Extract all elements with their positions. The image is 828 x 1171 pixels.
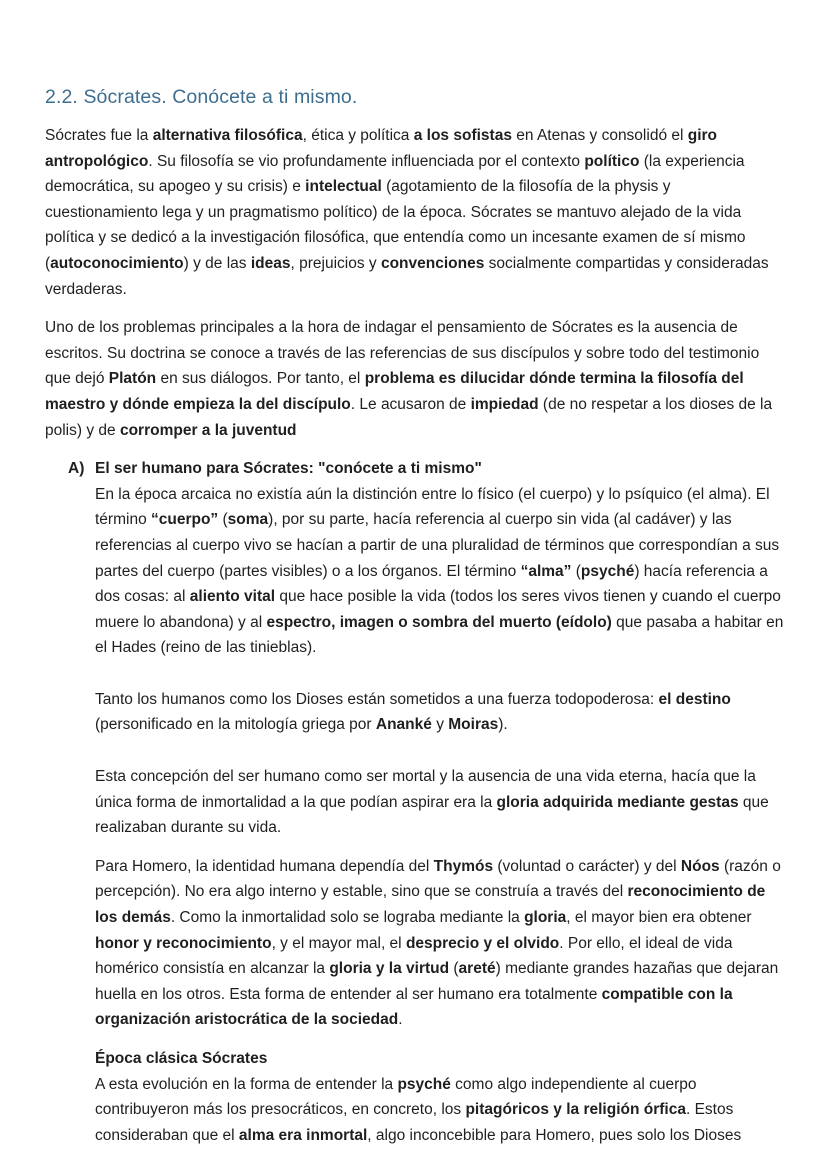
section-heading: 2.2. Sócrates. Conócete a ti mismo. [45,86,358,108]
subheading-epoca-clasica: Época clásica Sócrates [95,1050,268,1067]
document-body [45,123,787,1148]
paragraph-problema-escritos: Uno de los problemas principales a la hora de indagar el pensamiento de Sócrates es la ausencia de escritos. Su doctrina se conoce a través de las referencias de sus discípulos y sobre todo del testimonio que dejó Platón en sus diálogos. Por tanto, el problema es dilucidar dónde termina la filosofía del maestro y dónde empieza la del discípulo. Le acusaron de impiedad (de no respetar a los dioses de la polis) y de corromper a la juventud [45,319,773,439]
paragraph-intro-socrates: Sócrates fue la alternativa filosófica, ética y política a los sofistas en Atenas y consolidó el giro antropológico. Su filosofía se vio profundamente influenciada por el contexto político (la experiencia democrática, su apogeo y su crisis) e intelectual (agotamiento de la filosofía de la physis y cuestionamiento lega y un pragmatismo político) de la época. Sócrates se mantuvo alejado de la vida política y se dedicó a la investigación filosófica, que entendía como un incesante examen de sí mismo (autoconocimiento) y de las ideas, prejuicios y convenciones socialmente compartidas y consideradas verdaderas. [45,127,769,298]
paragraph-epoca-arcaica: En la época arcaica no existía aún la distinción entre lo físico (el cuerpo) y lo psíquico (el alma). El término “cuerpo” (soma), por su parte, hacía referencia al cuerpo sin vida (al cadáver) y las referencias al cuerpo vivo se hacían a partir de una pluralidad de términos que correspondían a sus partes del cuerpo (partes visibles) o a los órganos. El término “alma” (psyché) hacía referencia a dos cosas: al aliento vital que hace posible la vida (todos los seres vivos tienen y cuando el cuerpo muere lo abandona) y al espectro, imagen o sombra del muerto (eídolo) que pasaba a habitar en el Hades (reino de las tinieblas). [95,485,784,657]
list-marker: A) [68,460,85,478]
list-item-a [68,456,787,482]
paragraph-homero: Para Homero, la identidad humana dependía del Thymós (voluntad o carácter) y del Nóos (razón o percepción). No era algo interno y estable, sino que se construía a través del reconocimiento de los demás. Como la inmortalidad solo se lograba mediante la gloria, el mayor bien era obtener honor y reconocimiento, y el mayor mal, el desprecio y el olvido. Por ello, el ideal de vida homérico consistía en alcanzar la gloria y la virtud (areté) mediante grandes hazañas que dejaran huella en los otros. Esta forma de entender al ser humano era totalmente compatible con la organización aristocrática de la sociedad. [95,857,781,1029]
paragraph-evolucion-psyche: A esta evolución en la forma de entender la psyché como algo independiente al cuerpo contribuyeron más los presocráticos, en concreto, los pitagóricos y la religión órfica. Estos consideraban que el alma era inmortal, algo inconcebible para Homero, pues solo los Dioses [95,1075,742,1144]
paragraph-destino: Tanto los humanos como los Dioses están sometidos a una fuerza todopoderosa: el destino (personificado en la mitología griega por Ananké y Moiras). [95,690,731,734]
paragraph-gloria: Esta concepción del ser humano como ser mortal y la ausencia de una vida eterna, hacía que la única forma de inmortalidad a la que podían aspirar era la gloria adquirida mediante gestas que realizaban durante su vida. [95,768,769,837]
list-item-title: El ser humano para Sócrates: "conócete a ti mismo" [95,460,482,478]
